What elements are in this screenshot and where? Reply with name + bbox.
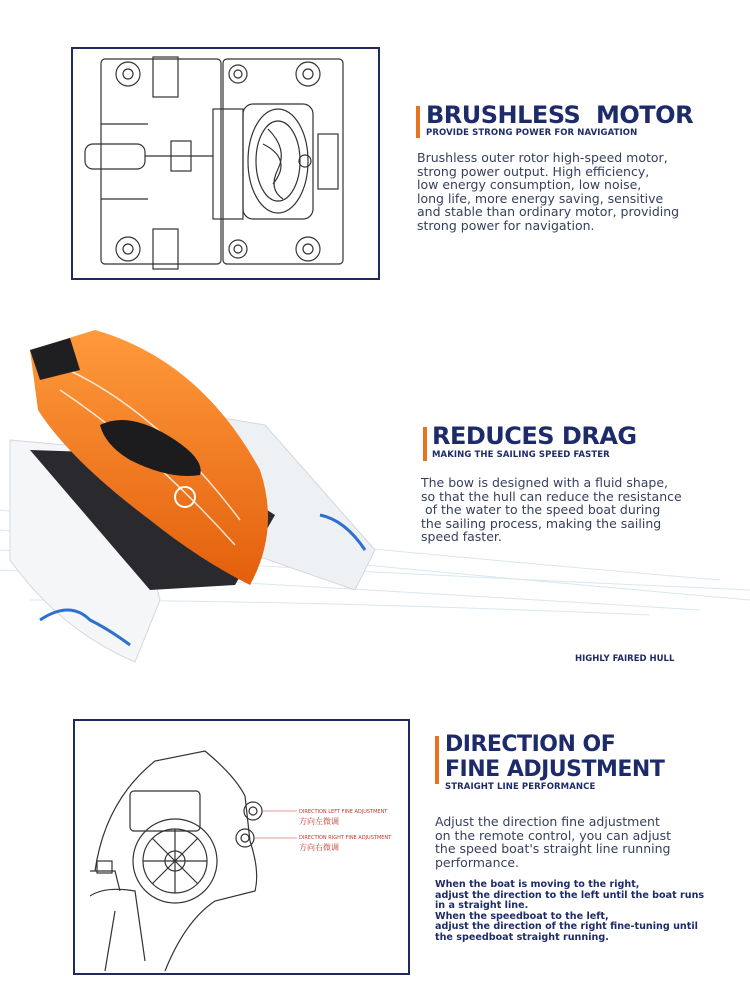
label-left-cn: 方向左微调 [299, 817, 339, 826]
motor-body-line: strong power output. High efficiency, [417, 163, 650, 179]
direction-notes [435, 880, 740, 944]
direction-body-line: Adjust the direction fine adjustment [435, 814, 660, 829]
motor-heading-block [416, 102, 716, 138]
drag-accent-bar [423, 427, 427, 461]
drag-body-line: speed faster. [421, 529, 502, 545]
label-left-en: DIRECTION LEFT FINE ADJUSTMENT [299, 809, 388, 815]
direction-note-line: the speedboat straight running. [435, 931, 609, 943]
drag-body-line: the sailing process, making the sailing [421, 515, 662, 531]
drag-body-line: of the water to the speed boat during [421, 502, 661, 518]
motor-body-line: and stable than ordinary motor, providing [417, 204, 680, 220]
motor-body [417, 151, 717, 233]
motor-title: BRUSHLESS MOTOR [426, 101, 694, 129]
drag-title: REDUCES DRAG [432, 422, 637, 450]
direction-note-line: When the boat is moving to the right, [435, 879, 640, 890]
direction-note-line: adjust the direction of the right fine-tuning until [435, 921, 698, 933]
direction-title-line2: FINE ADJUSTMENT [445, 757, 665, 782]
direction-subtitle: STRAIGHT LINE PERFORMANCE [445, 782, 596, 792]
direction-accent-bar [435, 736, 439, 784]
drag-section [0, 300, 750, 700]
direction-title-line1: DIRECTION OF [445, 732, 616, 757]
direction-note-line: adjust the direction to the left until the boat runs [435, 889, 705, 901]
motor-subtitle: PROVIDE STRONG POWER FOR NAVIGATION [426, 128, 638, 138]
label-right-en: DIRECTION RIGHT FINE ADJUSTMENT [299, 835, 392, 841]
drag-heading-block [423, 423, 723, 460]
direction-heading-block [435, 732, 735, 792]
direction-body [435, 815, 735, 869]
drag-body-line: so that the hull can reduce the resistance [421, 488, 682, 504]
motor-diagram [73, 49, 378, 278]
direction-note-line: in a straight line. [435, 900, 529, 912]
direction-body-line: on the remote control, you can adjust [435, 827, 672, 843]
label-right-cn: 方向右微调 [299, 843, 339, 852]
motor-body-line: low energy consumption, low noise, [417, 177, 642, 193]
motor-diagram-frame [71, 47, 380, 280]
drag-caption: HIGHLY FAIRED HULL [575, 654, 675, 664]
drag-body-line: The bow is designed with a fluid shape, [421, 475, 669, 490]
direction-body-line: performance. [435, 854, 520, 870]
motor-body-line: strong power for navigation. [417, 217, 595, 233]
direction-section [0, 700, 750, 1000]
motor-accent-bar [416, 106, 420, 138]
direction-note-line: When the speedboat to the left, [435, 910, 609, 922]
remote-diagram [75, 721, 408, 973]
motor-section [0, 0, 750, 300]
direction-body-line: the speed boat's straight line running [435, 841, 671, 857]
motor-body-line: long life, more energy saving, sensitive [417, 190, 664, 206]
drag-body [421, 476, 721, 544]
drag-subtitle: MAKING THE SAILING SPEED FASTER [432, 450, 610, 460]
motor-body-line: Brushless outer rotor high-speed motor, [417, 150, 668, 165]
remote-diagram-frame [73, 719, 410, 975]
